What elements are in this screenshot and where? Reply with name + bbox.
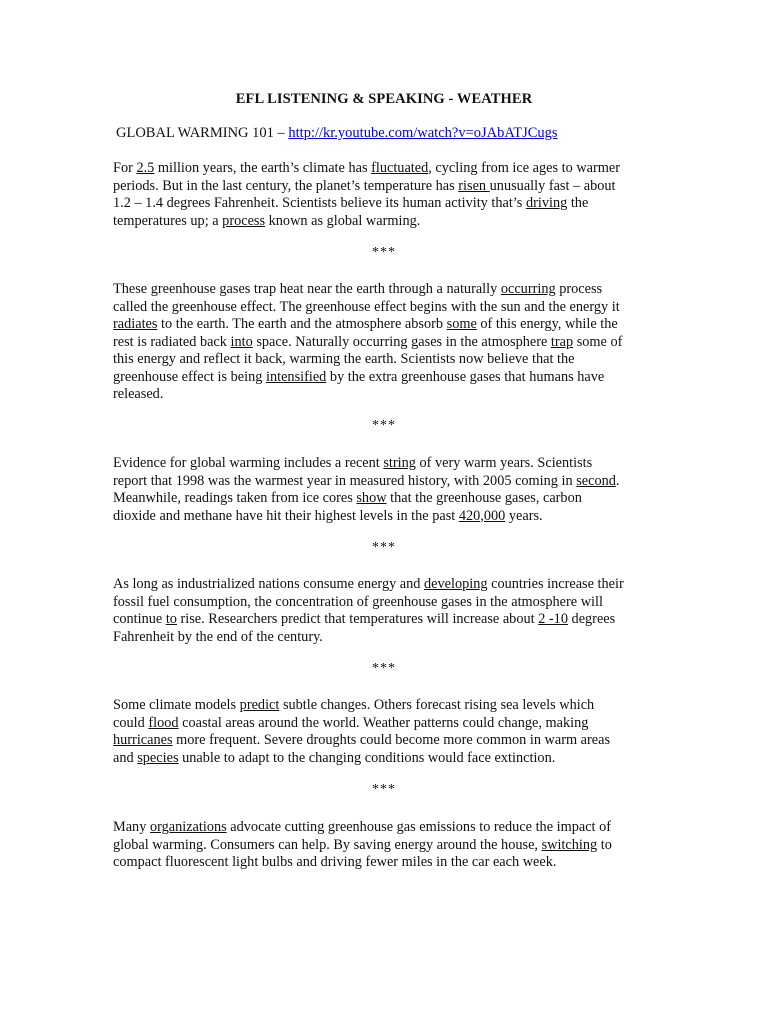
text-line bbox=[113, 732, 663, 750]
separator-3: *** bbox=[372, 540, 396, 555]
underlined-word: hurricanes bbox=[113, 732, 173, 748]
separator-5: *** bbox=[372, 782, 396, 797]
text-segment: periods. But in the last century, the planet’s temperature has bbox=[113, 177, 459, 194]
video-heading bbox=[116, 125, 558, 142]
text-line bbox=[113, 854, 663, 872]
text-line bbox=[113, 837, 663, 855]
text-segment: report that 1998 was the warmest year in measured history, with 2005 coming in bbox=[113, 472, 577, 489]
text-segment: These greenhouse gases trap heat near the earth through a naturally bbox=[113, 281, 501, 297]
underlined-word: fluctuated bbox=[371, 160, 429, 176]
text-segment: known as global warming. bbox=[265, 212, 421, 229]
underlined-word: risen bbox=[458, 177, 490, 194]
text-segment: 1.2 – 1.4 degrees Fahrenheit. Scientists believe its human activity that’s bbox=[113, 195, 526, 211]
text-segment: , cycling from ice ages to warmer bbox=[428, 160, 621, 176]
underlined-word: species bbox=[137, 749, 179, 766]
text-line bbox=[113, 316, 663, 334]
text-segment: Some climate models bbox=[113, 697, 240, 713]
text-segment: and bbox=[113, 749, 138, 766]
paragraph-3 bbox=[113, 455, 663, 525]
text-segment: As long as industrialized nations consume energy and bbox=[113, 576, 425, 592]
underlined-word: developing bbox=[424, 576, 488, 592]
underlined-word: some bbox=[446, 316, 477, 332]
text-segment: Evidence for global warming includes a recent bbox=[113, 455, 384, 471]
text-segment: could bbox=[113, 714, 149, 731]
underlined-word: process bbox=[222, 212, 266, 229]
text-line bbox=[113, 386, 663, 404]
page-title: EFL LISTENING & SPEAKING - WEATHER bbox=[235, 91, 533, 107]
underlined-word: predict bbox=[239, 697, 280, 713]
text-segment: unable to adapt to the changing conditions would face extinction. bbox=[178, 749, 556, 766]
underlined-word: string bbox=[383, 455, 416, 471]
text-segment: fossil fuel consumption, the concentration of greenhouse gases in the atmosphere will bbox=[113, 593, 603, 610]
text-segment: more frequent. Severe droughts could become more common in warm areas bbox=[172, 732, 611, 748]
text-line bbox=[113, 750, 663, 768]
text-segment: released. bbox=[113, 386, 164, 402]
underlined-word: switching bbox=[541, 836, 598, 853]
text-segment: advocate cutting greenhouse gas emissions to reduce the impact of bbox=[226, 819, 612, 835]
text-line bbox=[113, 195, 663, 213]
text-segment: compact fluorescent light bulbs and driving fewer miles in the car each week. bbox=[113, 854, 557, 870]
text-segment: that the greenhouse gases, carbon bbox=[386, 490, 582, 506]
text-segment: called the greenhouse effect. The greenhouse effect begins with the sun and the energy it bbox=[113, 298, 620, 315]
paragraph-4 bbox=[113, 576, 663, 646]
text-line bbox=[113, 576, 663, 594]
text-line bbox=[113, 715, 663, 733]
underlined-word: 420,000 bbox=[458, 507, 506, 524]
underlined-word: 2 -10 bbox=[538, 611, 568, 627]
text-line bbox=[113, 473, 663, 491]
youtube-link[interactable]: http://kr.youtube.com/watch?v=oJAbATJCugs bbox=[288, 125, 558, 141]
text-line bbox=[113, 281, 663, 299]
text-segment: rise. Researchers predict that temperatures will increase about bbox=[176, 611, 539, 627]
text-segment: space. Naturally occurring gases in the atmosphere bbox=[252, 333, 551, 350]
text-segment: Fahrenheit by the end of the century. bbox=[113, 628, 323, 645]
text-segment: process bbox=[555, 281, 603, 297]
underlined-word: organizations bbox=[149, 819, 227, 835]
text-segment: temperatures up; a bbox=[113, 212, 223, 229]
text-segment: of this energy, while the bbox=[476, 316, 618, 332]
text-segment: this energy and reflect it back, warming the earth. Scientists now believe that the bbox=[113, 351, 575, 367]
text-segment: some of bbox=[573, 333, 623, 350]
text-line bbox=[113, 299, 663, 317]
text-line bbox=[113, 334, 663, 352]
text-line bbox=[113, 178, 663, 196]
underlined-word: second bbox=[576, 472, 616, 489]
text-line bbox=[113, 160, 663, 178]
text-line bbox=[113, 629, 663, 647]
text-line bbox=[113, 455, 663, 473]
separator-1: *** bbox=[372, 245, 396, 260]
text-segment: For bbox=[113, 160, 137, 176]
text-line bbox=[113, 369, 663, 387]
separator-2: *** bbox=[372, 418, 396, 433]
text-segment: of very warm years. Scientists bbox=[415, 455, 593, 471]
text-segment: Meanwhile, readings taken from ice cores bbox=[113, 490, 357, 506]
text-segment: to the earth. The earth and the atmosphere absorb bbox=[157, 316, 447, 332]
text-line bbox=[113, 611, 663, 629]
underlined-word: occurring bbox=[500, 281, 556, 297]
text-line bbox=[113, 351, 663, 369]
text-line bbox=[113, 594, 663, 612]
paragraph-1 bbox=[113, 160, 663, 230]
text-line bbox=[113, 490, 663, 508]
underlined-word: show bbox=[356, 490, 387, 506]
text-line bbox=[113, 697, 663, 715]
text-line bbox=[113, 213, 663, 231]
underlined-word: radiates bbox=[113, 316, 158, 332]
text-segment: . bbox=[615, 472, 620, 489]
separator-4: *** bbox=[372, 661, 396, 676]
video-heading-label: GLOBAL WARMING 101 – bbox=[116, 125, 289, 141]
text-line bbox=[113, 508, 663, 526]
text-segment: Many bbox=[113, 819, 150, 835]
text-segment: degrees bbox=[567, 611, 616, 627]
text-line bbox=[113, 819, 663, 837]
underlined-word: to bbox=[165, 611, 177, 627]
text-segment: unusually fast – about bbox=[489, 177, 616, 194]
text-segment: rest is radiated back bbox=[113, 333, 231, 350]
paragraph-2 bbox=[113, 281, 663, 404]
underlined-word: driving bbox=[525, 195, 568, 211]
text-segment: by the extra greenhouse gases that humans have bbox=[326, 368, 605, 385]
text-segment: subtle changes. Others forecast rising sea levels which bbox=[279, 697, 595, 713]
text-segment: continue bbox=[113, 611, 166, 627]
text-segment: years. bbox=[505, 507, 543, 524]
underlined-word: intensified bbox=[265, 368, 327, 385]
text-segment: countries increase their bbox=[487, 576, 624, 592]
underlined-word: trap bbox=[550, 333, 574, 350]
text-segment: dioxide and methane have hit their highest levels in the past bbox=[113, 507, 459, 524]
text-segment: coastal areas around the world. Weather patterns could change, making bbox=[178, 714, 589, 731]
text-segment: million years, the earth’s climate has bbox=[154, 160, 372, 176]
underlined-word: 2.5 bbox=[136, 160, 155, 176]
text-segment: global warming. Consumers can help. By saving energy around the house, bbox=[113, 836, 542, 853]
paragraph-5 bbox=[113, 697, 663, 767]
text-segment: the bbox=[567, 195, 589, 211]
paragraph-6 bbox=[113, 819, 663, 872]
text-segment: to bbox=[597, 836, 612, 853]
underlined-word: flood bbox=[148, 714, 179, 731]
text-segment: greenhouse effect is being bbox=[113, 368, 266, 385]
underlined-word: into bbox=[230, 333, 253, 350]
